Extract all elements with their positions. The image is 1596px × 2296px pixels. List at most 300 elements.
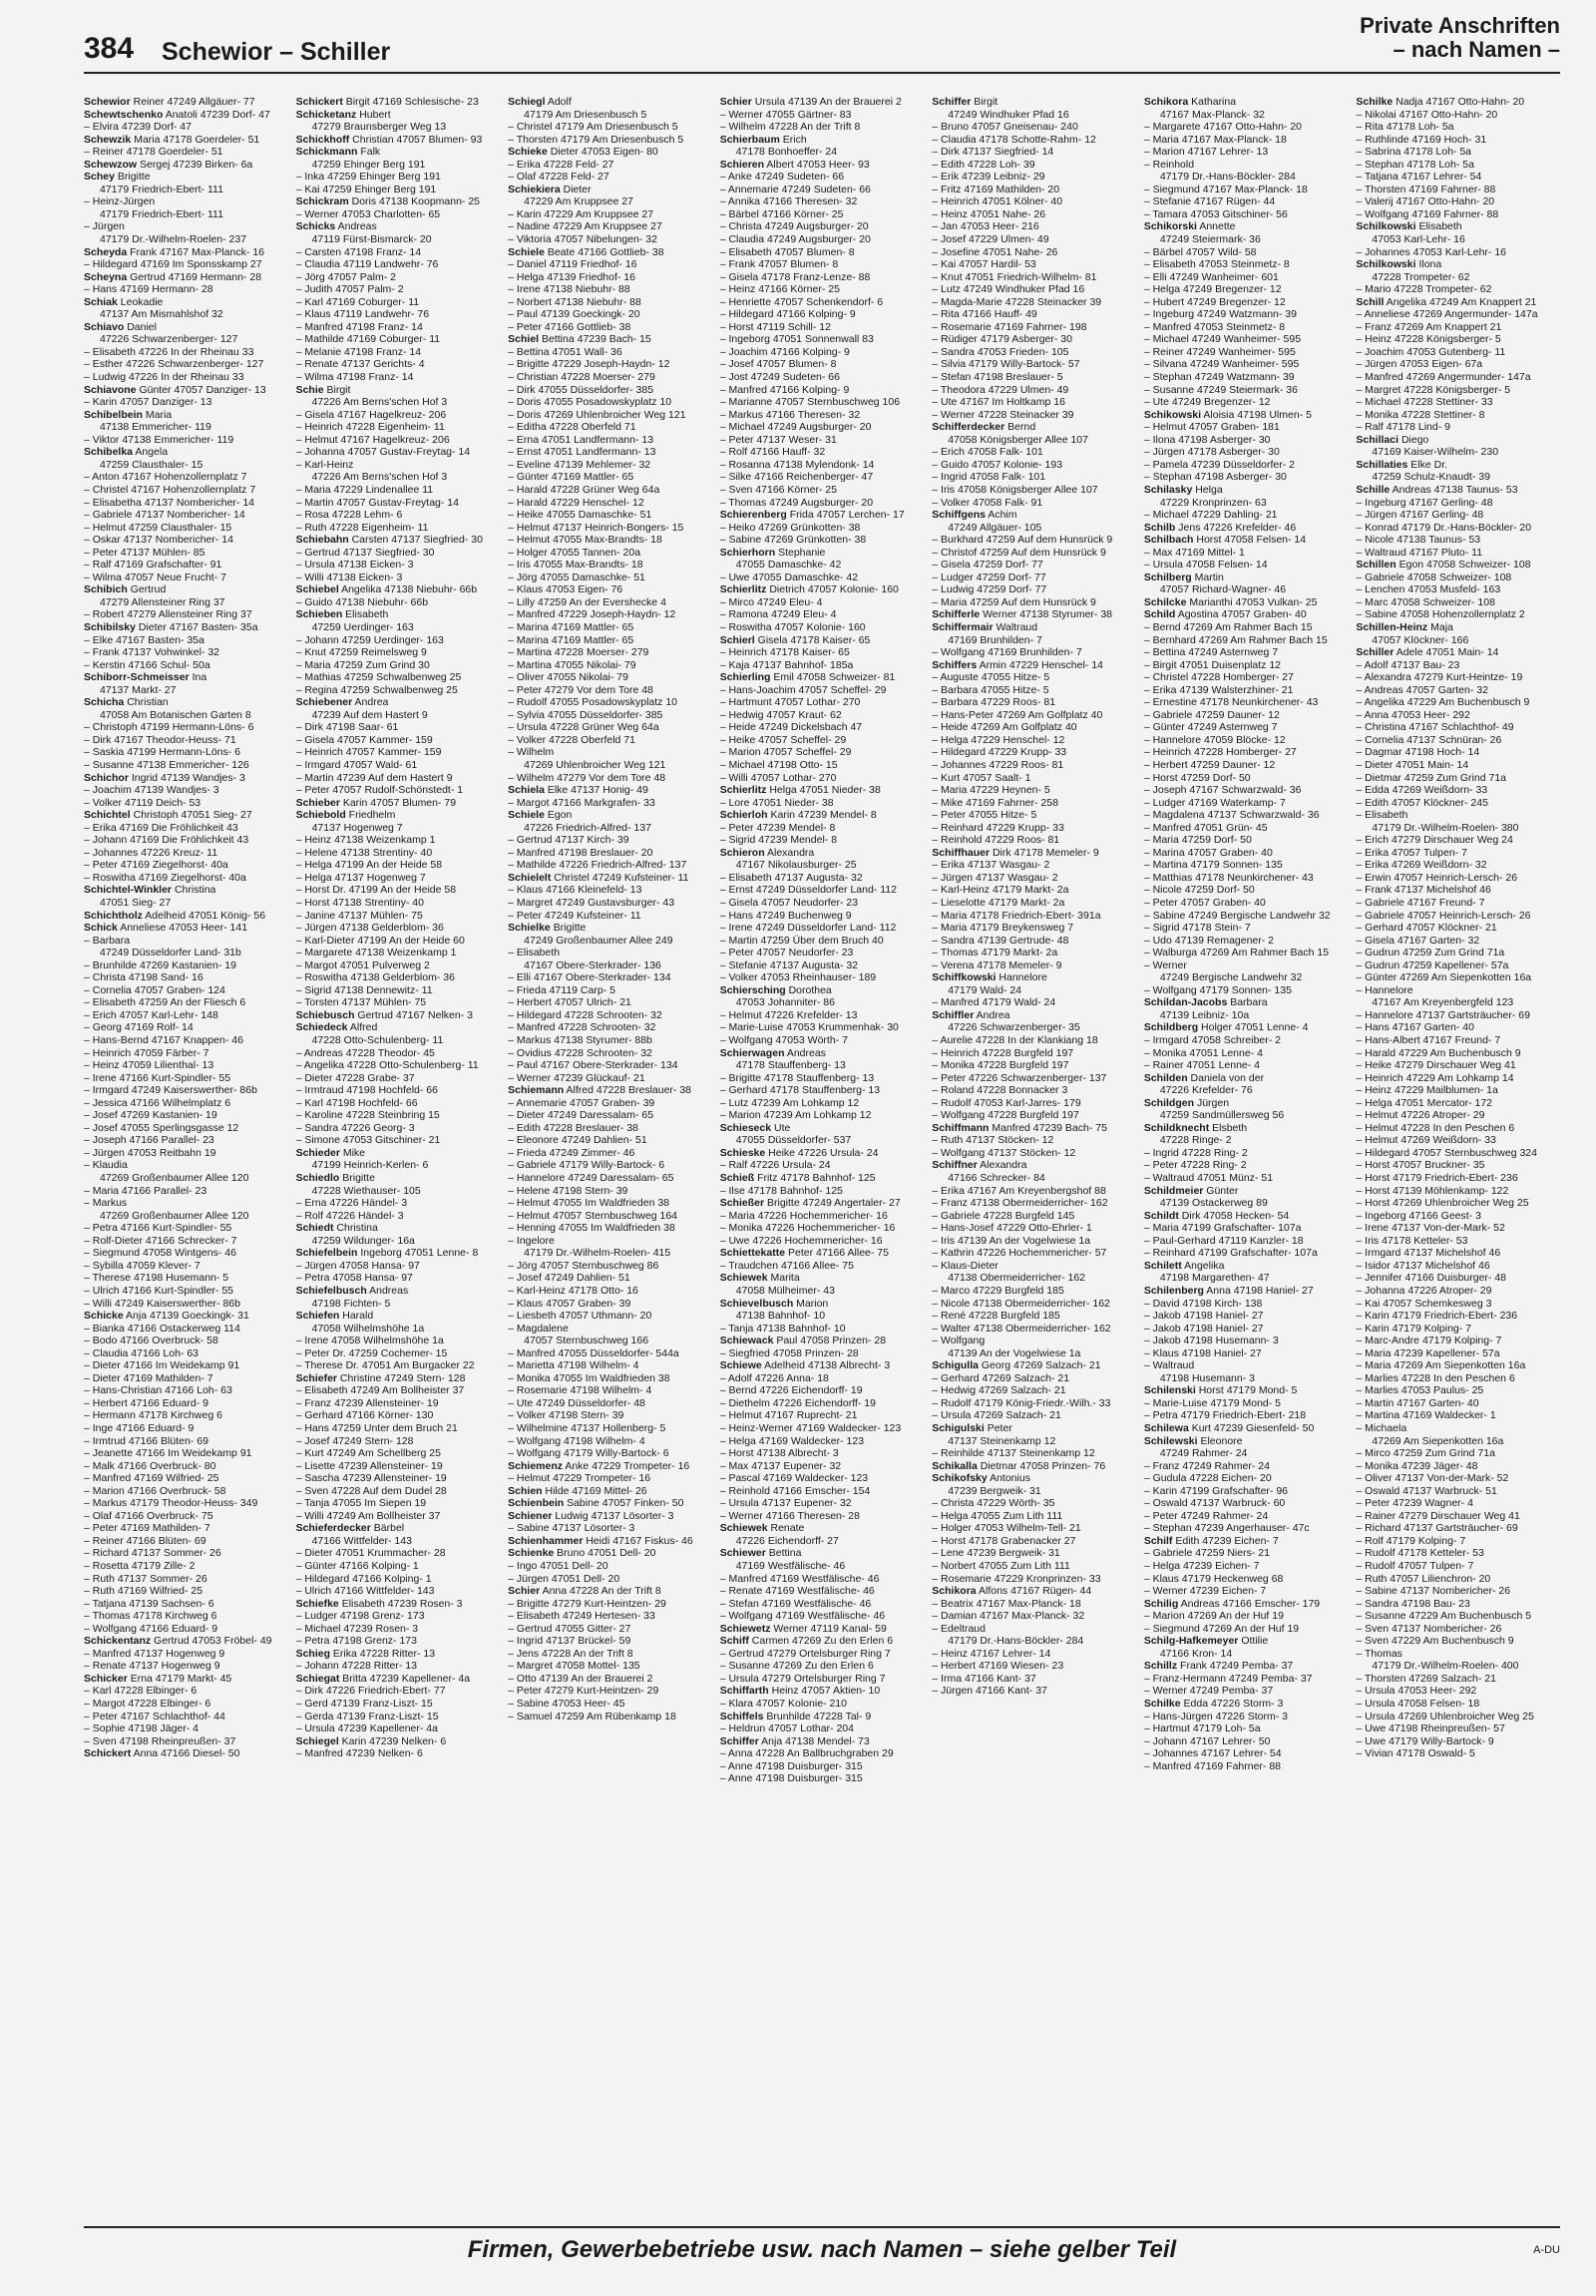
entry-text: – Andreas 47057 Garten- 32	[1356, 683, 1488, 696]
entry-text: – Martina 47228 Moerser- 279	[508, 646, 649, 659]
listing-entry	[296, 559, 501, 572]
entry-text: – Horst 47269 Uhlenbroicher Weg 25	[1356, 1197, 1529, 1210]
entry-text: – Sybilla 47059 Klever- 7	[84, 1259, 200, 1272]
surname: Schickert	[84, 1747, 132, 1760]
entry-text: – Dirk 47137 Siegfried- 14	[932, 146, 1054, 159]
listing-entry	[1356, 1235, 1560, 1248]
listing-entry	[508, 1535, 712, 1548]
listing-entry	[1144, 1372, 1349, 1385]
entry-text: Brigitte 47249 Angertaler- 27	[766, 1197, 901, 1210]
listing-entry	[296, 1059, 501, 1072]
entry-text: – Hannelore 47249 Daressalam- 65	[508, 1172, 674, 1185]
entry-text: – Waltraud 47051 Münz- 51	[1143, 1172, 1274, 1185]
entry-text: – Andreas 47228 Theodor- 45	[295, 1046, 435, 1059]
listing-entry	[1144, 1623, 1349, 1636]
entry-text: Jens 47226 Krefelder- 46	[1178, 521, 1297, 534]
listing-entry	[1144, 134, 1349, 147]
entry-text: – Adolf 47226 Anna- 18	[719, 1371, 829, 1384]
listing-entry	[296, 1372, 501, 1385]
entry-text: – Helmut 47057 Sternbuschweg 164	[508, 1209, 678, 1222]
entry-text: – Gabriele 47259 Niers- 21	[1143, 1547, 1270, 1560]
listing-entry	[84, 1397, 288, 1410]
listing-entry	[932, 922, 1136, 935]
listing-entry	[296, 1635, 501, 1648]
entry-text: – Birgit 47051 Duisenplatz 12	[1143, 658, 1282, 671]
listing-entry	[296, 233, 501, 246]
listing-entry	[84, 935, 288, 948]
entry-text: – Helmut 47137 Heinrich-Bongers- 15	[508, 521, 684, 534]
entry-text: Adelheid 47051 König- 56	[145, 909, 266, 922]
listing-entry	[508, 1185, 712, 1198]
listing-entry	[1144, 696, 1349, 709]
surname: Schilenberg	[1143, 1284, 1204, 1297]
listing-entry	[296, 171, 501, 184]
entry-text: – Elisabeth 47137 Augusta- 32	[719, 871, 863, 884]
listing-entry	[1356, 159, 1560, 172]
listing-entry	[932, 1435, 1136, 1448]
listing-entry	[1144, 421, 1349, 434]
listing-entry	[932, 1260, 1136, 1273]
surname: Schiedlo	[295, 1172, 340, 1185]
entry-text: – Josefine 47051 Nahe- 26	[932, 245, 1058, 258]
listing-entry	[1356, 1610, 1560, 1623]
listing-entry	[1356, 659, 1560, 672]
surname: Schierlitz	[719, 784, 767, 797]
listing-entry	[1356, 509, 1560, 522]
entry-text: – Karin 47229 Am Kruppsee 27	[508, 207, 654, 220]
entry-text: – Irma 47166 Kant- 37	[932, 1672, 1036, 1685]
entry-text: 47226 Friedrich-Alfred- 137	[524, 821, 651, 834]
listing-entry	[1356, 910, 1560, 923]
listing-entry	[508, 1635, 712, 1648]
entry-text: Erika 47228 Ritter- 13	[332, 1647, 436, 1660]
surname: Schieferdecker	[295, 1522, 371, 1535]
entry-text: Christine 47249 Stern- 128	[339, 1371, 466, 1384]
entry-text: – Paul-Gerhard 47119 Kanzler- 18	[1143, 1234, 1304, 1247]
listing-entry	[1356, 371, 1560, 384]
listing-entry	[932, 1660, 1136, 1673]
entry-text: – Heinz 47138 Weizenkamp 1	[295, 834, 436, 847]
listing-entry	[508, 1547, 712, 1560]
listing-entry	[84, 346, 288, 359]
entry-text: – Elisabeth 47249 Am Bollheister 37	[295, 1384, 465, 1397]
listing-entry	[720, 684, 925, 697]
listing-entry	[1356, 922, 1560, 935]
listing-entry	[84, 1635, 288, 1648]
listing-entry	[84, 1460, 288, 1473]
surname: Schieke	[508, 146, 548, 159]
listing-entry	[932, 1021, 1136, 1034]
surname: Scheyna	[84, 270, 128, 283]
listing-entry	[296, 146, 501, 159]
entry-text: Birgit 47169 Schlesische- 23	[345, 96, 479, 108]
listing-entry	[296, 1673, 501, 1686]
listing-entry	[720, 1109, 925, 1122]
entry-text: – Helmut 47259 Clausthaler- 15	[84, 521, 232, 534]
entry-text: – Elisabeth 47053 Steinmetz- 8	[1143, 258, 1290, 271]
surname: Schickentanz	[84, 1635, 152, 1648]
surname: Schierloh	[719, 809, 768, 822]
listing-entry	[1144, 1109, 1349, 1122]
listing-entry	[932, 659, 1136, 672]
listing-entry	[508, 1510, 712, 1523]
entry-text: – Monika 47228 Burgfeld 197	[932, 1059, 1069, 1072]
entry-text: – Manfred 47198 Breslauer- 20	[508, 846, 653, 859]
entry-text: – Manfred 47137 Hogenweg 9	[84, 1647, 225, 1660]
entry-text: – Wolfgang 47169 Westfälische- 46	[719, 1610, 886, 1623]
listing-entry	[932, 1134, 1136, 1147]
listing-entry	[296, 109, 501, 122]
surname: Schieben	[295, 608, 343, 621]
surname: Schigulski	[932, 1421, 985, 1434]
listing-entry	[1356, 471, 1560, 484]
entry-text: Ingrid 47139 Wandjes- 3	[131, 771, 245, 784]
listing-entry	[296, 959, 501, 972]
entry-text: – Bärbel 47166 Körner- 25	[719, 207, 844, 220]
listing-entry	[1356, 1485, 1560, 1498]
listing-entry	[296, 371, 501, 384]
listing-entry	[932, 1372, 1136, 1385]
listing-entry	[84, 922, 288, 935]
listing-entry	[1144, 1034, 1349, 1047]
entry-text: – Ingelore	[508, 1234, 555, 1247]
surname: Schilberg	[1143, 571, 1192, 583]
entry-text: Egon 47058 Schweizer- 108	[1398, 559, 1531, 572]
listing-entry	[720, 1735, 925, 1748]
entry-text: – Jürgen 47167 Gerling- 48	[1356, 509, 1484, 522]
listing-entry	[84, 646, 288, 659]
listing-entry	[1144, 1698, 1349, 1711]
listing-entry	[720, 1247, 925, 1260]
listing-columns	[84, 96, 1560, 2206]
surname: Schierl	[719, 633, 755, 646]
entry-text: – Wilhelm	[508, 746, 555, 759]
entry-text: – Marina 47057 Graben- 40	[1143, 846, 1273, 859]
surname: Schikora	[932, 1585, 977, 1598]
listing-entry	[1356, 583, 1560, 596]
listing-entry	[84, 1335, 288, 1347]
entry-text: Adelheid 47138 Albrecht- 3	[764, 1359, 891, 1372]
entry-text: – Frank 47137 Michelshof 46	[1356, 884, 1491, 897]
listing-entry	[296, 1347, 501, 1360]
listing-entry	[296, 1460, 501, 1473]
entry-text: 47198 Fichten- 5	[311, 1297, 391, 1310]
entry-text: – Herbert 47057 Ulrich- 21	[508, 996, 631, 1009]
listing-entry	[1356, 1698, 1560, 1711]
entry-text: – Torsten 47137 Mühlen- 75	[295, 996, 427, 1009]
entry-text: – Hermann 47178 Kirchweg 6	[84, 1409, 222, 1422]
listing-entry	[296, 1197, 501, 1210]
listing-entry	[1144, 859, 1349, 872]
entry-text: – Maria 47199 Grafschafter- 107a	[1143, 1222, 1302, 1235]
entry-text: Falk	[360, 146, 381, 159]
entry-text: Anneliese 47053 Heer- 141	[120, 922, 248, 935]
listing-entry	[720, 1460, 925, 1473]
listing-entry	[932, 134, 1136, 147]
listing-entry	[84, 621, 288, 634]
listing-entry	[1144, 1497, 1349, 1510]
entry-text: Adolf	[547, 96, 572, 108]
listing-entry	[296, 96, 501, 109]
listing-entry	[1356, 184, 1560, 196]
listing-entry	[720, 1635, 925, 1648]
entry-text: Angelika	[1184, 1259, 1225, 1272]
listing-entry	[1144, 809, 1349, 822]
listing-column	[84, 96, 288, 2206]
entry-text: Heike 47226 Ursula- 24	[768, 1146, 879, 1159]
entry-text: Edith 47239 Eichen- 7	[1175, 1534, 1279, 1547]
entry-text: – Joseph 47166 Parallel- 23	[84, 1134, 214, 1147]
listing-entry	[296, 1722, 501, 1735]
surname: Schieske	[719, 1146, 766, 1159]
entry-text: – Markus 47166 Theresen- 32	[719, 408, 861, 421]
entry-text: Eleonore	[1200, 1434, 1243, 1447]
listing-entry	[1356, 333, 1560, 346]
entry-text: – Elli 47167 Obere-Sterkrader- 134	[508, 971, 671, 984]
entry-text: Elke Dr.	[1410, 458, 1448, 471]
entry-text: – Volker 47228 Oberfeld 71	[508, 733, 635, 746]
entry-text: – Ralf 47226 Ursula- 24	[719, 1159, 831, 1172]
surname: Schiebahn	[295, 534, 349, 547]
surname: Schill	[1356, 295, 1385, 308]
entry-text: – Ruth 47137 Sommer- 26	[84, 1572, 207, 1585]
listing-entry	[932, 1323, 1136, 1336]
listing-entry	[1144, 834, 1349, 847]
listing-entry	[296, 1097, 501, 1110]
listing-entry	[84, 1747, 288, 1760]
listing-entry	[1144, 1447, 1349, 1460]
listing-entry	[508, 471, 712, 484]
listing-entry	[1144, 1535, 1349, 1548]
listing-entry	[720, 446, 925, 459]
entry-text: – Heinz-Jürgen	[84, 195, 156, 208]
listing-entry	[84, 884, 288, 897]
entry-text: – Franz 47249 Rahmer- 24	[1143, 1459, 1270, 1472]
entry-text: – Dirk 47167 Theodor-Heuss- 71	[84, 733, 236, 746]
listing-entry	[508, 233, 712, 246]
listing-entry	[1144, 935, 1349, 948]
page-number: 384	[84, 32, 135, 65]
entry-text: Bernd	[1007, 421, 1036, 434]
listing-entry	[84, 1673, 288, 1686]
listing-entry	[720, 583, 925, 596]
listing-entry	[1356, 208, 1560, 221]
entry-text: – Manfred 47239 Nelken- 6	[295, 1747, 423, 1760]
listing-entry	[1144, 509, 1349, 522]
entry-text: – Susanne 47249 Steiermark- 36	[1143, 383, 1298, 396]
entry-text: – Heinz 47051 Nahe- 26	[932, 207, 1046, 220]
entry-text: Maria	[145, 408, 173, 421]
listing-entry	[720, 621, 925, 634]
entry-text: Adele 47051 Main- 14	[1396, 646, 1499, 659]
listing-entry	[508, 996, 712, 1009]
entry-text: – Erika 47057 Tulpen- 7	[1356, 846, 1467, 859]
listing-entry	[720, 384, 925, 397]
entry-text: – Jakob 47198 Husemann- 3	[1143, 1335, 1279, 1347]
entry-text: – Siegmund 47058 Wintgens- 46	[84, 1247, 236, 1260]
entry-text: – Uwe 47055 Damaschke- 42	[719, 571, 859, 583]
listing-entry	[296, 1573, 501, 1586]
entry-text: – Gerd 47139 Franz-Liszt- 15	[295, 1698, 433, 1710]
listing-entry	[1356, 1673, 1560, 1686]
entry-text: – Elisabeth	[508, 947, 561, 959]
listing-entry	[508, 1711, 712, 1723]
listing-entry	[84, 534, 288, 547]
surname: Scheyda	[84, 245, 128, 258]
entry-text: – Peter 47249 Rahmer- 24	[1143, 1509, 1269, 1522]
entry-text: – Hans-Christian 47166 Loh- 63	[84, 1384, 232, 1397]
entry-text: – Lutz 47239 Am Lohkamp 12	[719, 1096, 860, 1109]
entry-text: – Ludger 47169 Waterkamp- 7	[1143, 796, 1286, 809]
entry-text: – Rudolf 47053 Karl-Jarres- 179	[932, 1096, 1081, 1109]
listing-entry	[84, 233, 288, 246]
entry-text: – Willi 47057 Lothar- 270	[719, 771, 837, 784]
listing-entry	[508, 409, 712, 422]
listing-entry	[932, 258, 1136, 271]
listing-entry	[296, 534, 501, 547]
listing-entry	[296, 1359, 501, 1372]
listing-entry	[720, 1685, 925, 1698]
listing-entry	[1356, 283, 1560, 296]
listing-entry	[296, 497, 501, 510]
entry-text: – Roswitha 47138 Gelderblom- 36	[295, 971, 455, 984]
entry-text: – Uwe 47226 Hochemmericher- 16	[719, 1234, 883, 1247]
entry-text: – Gabriele 47137 Nombericher- 14	[84, 509, 245, 522]
listing-entry	[508, 884, 712, 897]
entry-text: – Margret 47249 Gustavsburger- 43	[508, 897, 675, 909]
listing-entry	[932, 572, 1136, 584]
listing-entry	[84, 146, 288, 159]
entry-text: Carmen 47269 Zu den Erlen 6	[751, 1635, 894, 1648]
listing-entry	[720, 208, 925, 221]
surname: Schicks	[295, 220, 336, 233]
listing-entry	[296, 384, 501, 397]
listing-entry	[1144, 220, 1349, 233]
entry-text: – Marc-Andre 47179 Kolping- 7	[1356, 1335, 1502, 1347]
entry-text: – Jürgen 47058 Hansa- 97	[295, 1259, 420, 1272]
listing-entry	[84, 1722, 288, 1735]
listing-entry	[1144, 208, 1349, 221]
surname: Schiebusch	[295, 1008, 355, 1021]
listing-entry	[84, 497, 288, 510]
entry-text: – Gisela 47167 Hagelkreuz- 206	[295, 408, 447, 421]
entry-text: – Gudula 47228 Eichen- 20	[1143, 1472, 1272, 1485]
entry-text: – Olaf 47166 Overbruck- 75	[84, 1509, 213, 1522]
entry-text: – Michael 47249 Augsburger- 20	[719, 421, 872, 434]
listing-entry	[1356, 1460, 1560, 1473]
entry-text: – Heike 47057 Scheffel- 29	[719, 733, 847, 746]
surname: Schiefer	[295, 1371, 337, 1384]
listing-entry	[1144, 547, 1349, 560]
entry-text: – Jürgen 47178 Asberger- 30	[1143, 446, 1280, 459]
entry-text: 47259 Uerdinger- 163	[311, 620, 414, 633]
listing-entry	[1144, 96, 1349, 109]
surname: Schildberg	[1143, 1021, 1199, 1034]
entry-text: – Annemarie 47057 Graben- 39	[508, 1096, 655, 1109]
entry-text: – Erika 47228 Feld- 27	[508, 158, 614, 171]
surname: Schiemann	[508, 1084, 565, 1097]
listing-entry	[1356, 596, 1560, 609]
listing-entry	[932, 283, 1136, 296]
listing-entry	[1356, 1210, 1560, 1223]
listing-entry	[1144, 396, 1349, 409]
entry-text: – Heide 47269 Am Golfplatz 40	[932, 721, 1077, 734]
entry-text: 47179 Dr.-Hans-Böckler- 284	[948, 1635, 1084, 1648]
entry-text: – Jan 47053 Heer- 216	[932, 220, 1039, 233]
listing-entry	[720, 1722, 925, 1735]
entry-text: 47179 Dr.-Wilhelm-Roelen- 380	[1372, 821, 1519, 834]
listing-entry	[1144, 1021, 1349, 1034]
listing-entry	[932, 621, 1136, 634]
listing-entry	[932, 421, 1136, 434]
listing-entry	[1356, 1047, 1560, 1060]
listing-entry	[1144, 1172, 1349, 1185]
surname: Schiebener	[295, 696, 353, 709]
listing-entry	[296, 1747, 501, 1760]
entry-text: 47259 Wildunger- 16a	[311, 1234, 415, 1247]
entry-text: – Klaus-Dieter	[932, 1259, 998, 1272]
entry-text: – Willi 47249 Kaiserswerther- 86b	[84, 1297, 240, 1310]
listing-entry	[1144, 596, 1349, 609]
entry-text: – Dieter 47051 Krummacher- 28	[295, 1547, 446, 1560]
listing-entry	[296, 271, 501, 284]
listing-entry	[932, 1210, 1136, 1223]
listing-entry	[720, 121, 925, 134]
entry-text: – René 47228 Burgfeld 185	[932, 1310, 1060, 1323]
listing-entry	[1356, 547, 1560, 560]
entry-text: 47138 Bahnhof- 10	[735, 1310, 826, 1323]
listing-entry	[84, 271, 288, 284]
entry-text: – Martin 47167 Garten- 40	[1356, 1396, 1479, 1409]
entry-text: – Rosanna 47138 Mylendonk- 14	[719, 458, 875, 471]
listing-entry	[720, 834, 925, 847]
entry-text: 47269 Am Siepenkotten 16a	[1372, 1434, 1504, 1447]
listing-entry	[296, 772, 501, 785]
entry-text: – Mike 47169 Fahrner- 258	[932, 796, 1058, 809]
entry-text: – Heinrich 47059 Färber- 7	[84, 1046, 209, 1059]
entry-text: 47137 Am Mismahlshof 32	[100, 308, 223, 321]
entry-text: Gertrud	[130, 583, 167, 596]
entry-text: Andrea	[354, 696, 389, 709]
entry-text: – Ute 47249 Düsseldorfer- 48	[508, 1396, 645, 1409]
entry-text: Dorothea	[788, 983, 832, 996]
listing-entry	[1144, 1084, 1349, 1097]
entry-text: – Heinz 47167 Lehrer- 14	[932, 1647, 1051, 1660]
entry-text: – Sandra 47198 Bau- 23	[1356, 1597, 1470, 1610]
listing-entry	[720, 1147, 925, 1160]
entry-text: 47178 Stauffenberg- 13	[735, 1059, 846, 1072]
listing-entry	[84, 1034, 288, 1047]
entry-text: – Heinrich 47229 Am Lohkamp 14	[1356, 1071, 1514, 1084]
listing-entry	[932, 1072, 1136, 1085]
listing-entry	[508, 246, 712, 259]
listing-entry	[932, 834, 1136, 847]
entry-text: – Siegfried 47058 Prinzen- 28	[719, 1346, 859, 1359]
surname: Schiffermair	[932, 620, 994, 633]
listing-entry	[1144, 1685, 1349, 1698]
listing-entry	[1356, 759, 1560, 772]
section-label-line1: Private Anschriften	[1360, 13, 1560, 38]
entry-text: Georg 47269 Salzach- 21	[981, 1359, 1101, 1372]
entry-text: – Heinrich 47228 Eigenheim- 11	[295, 421, 445, 434]
listing-entry	[1144, 608, 1349, 621]
listing-entry	[508, 1147, 712, 1160]
listing-entry	[84, 159, 288, 172]
listing-entry	[84, 333, 288, 346]
surname: Schikofsky	[932, 1472, 988, 1485]
entry-text: Angelika 47249 Am Knappert 21	[1386, 295, 1537, 308]
listing-entry	[932, 346, 1136, 359]
